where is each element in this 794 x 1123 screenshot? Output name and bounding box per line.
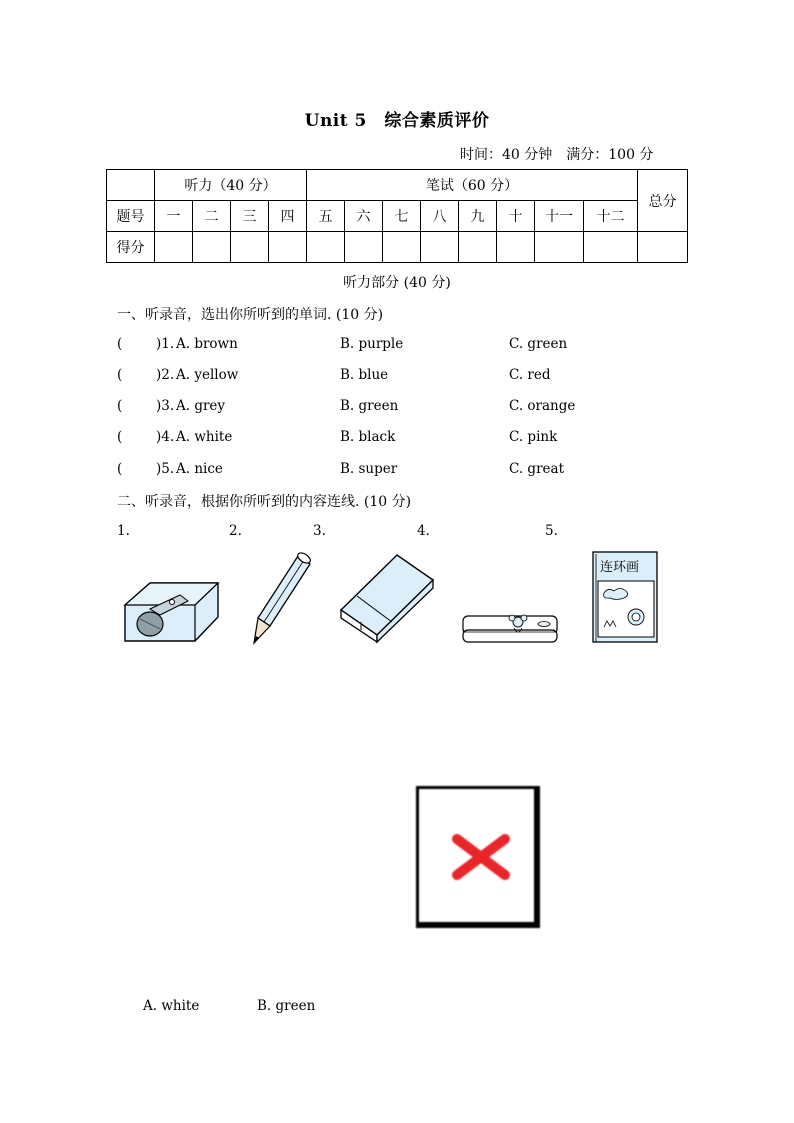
total-header: 总分 [638, 170, 688, 232]
col-number: 二 [193, 201, 231, 232]
question-number: )1. [156, 336, 175, 352]
col-number: 六 [345, 201, 383, 232]
col-number: 七 [383, 201, 421, 232]
pencil-case-image [460, 608, 560, 648]
picture-number-2: 2. [229, 523, 242, 539]
row-label-score: 得分 [107, 232, 155, 263]
time-score-info: 时间：40 分钟 满分：100 分 [460, 147, 654, 163]
comic-book-image [592, 551, 658, 643]
option-c: C. orange [509, 398, 576, 414]
option-b-green: B. green [257, 998, 316, 1014]
col-number: 四 [269, 201, 307, 232]
question-number: )4. [156, 429, 175, 445]
picture-number-3: 3. [313, 523, 326, 539]
option-a: A. grey [176, 398, 226, 414]
option-a: A. brown [176, 336, 238, 352]
option-a: A. yellow [176, 367, 239, 383]
col-number: 五 [307, 201, 345, 232]
col-number: 九 [459, 201, 497, 232]
score-cell[interactable] [383, 232, 421, 263]
answer-paren[interactable]: ( [117, 336, 123, 352]
option-b: B. purple [340, 336, 404, 352]
option-c: C. pink [509, 429, 558, 445]
option-c: C. green [509, 336, 568, 352]
section1-heading: 一、听录音，选出你所听到的单词. (10 分) [117, 307, 384, 323]
row-label-number: 题号 [107, 201, 155, 232]
score-cell[interactable] [231, 232, 269, 263]
broken-image-icon [419, 789, 537, 923]
question-number: )3. [156, 398, 175, 414]
score-cell[interactable] [584, 232, 638, 263]
score-cell[interactable] [421, 232, 459, 263]
option-a: A. nice [176, 461, 223, 477]
score-cell[interactable] [155, 232, 193, 263]
score-table-corner [107, 170, 155, 201]
picture-number-4: 4. [417, 523, 430, 539]
option-b: B. green [340, 398, 399, 414]
score-cell[interactable] [345, 232, 383, 263]
col-number: 十 [497, 201, 535, 232]
option-c: C. great [509, 461, 564, 477]
score-cell[interactable] [497, 232, 535, 263]
col-number: 三 [231, 201, 269, 232]
answer-paren[interactable]: ( [117, 461, 123, 477]
picture-number-5: 5. [545, 523, 558, 539]
section2-heading: 二、听录音，根据你所听到的内容连线. (10 分) [117, 494, 412, 510]
col-number: 一 [155, 201, 193, 232]
score-table [106, 169, 688, 263]
option-c: C. red [509, 367, 551, 383]
pencil-image [250, 548, 315, 646]
option-b: B. black [340, 429, 396, 445]
score-cell[interactable] [193, 232, 231, 263]
comic-book-label: 连环画 [600, 560, 640, 575]
score-cell[interactable] [459, 232, 497, 263]
page-title: Unit 5 综合素质评价 [304, 111, 490, 131]
answer-paren[interactable]: ( [117, 367, 123, 383]
eraser-image [337, 550, 437, 645]
listening-header: 听力（40 分） [155, 170, 307, 201]
answer-paren[interactable]: ( [117, 398, 123, 414]
option-b: B. super [340, 461, 398, 477]
answer-paren[interactable]: ( [117, 429, 123, 445]
pencil-sharpener-image [120, 575, 220, 645]
col-number: 十一 [535, 201, 584, 232]
score-cell[interactable] [269, 232, 307, 263]
listening-part-label: 听力部分 (40 分) [343, 275, 451, 291]
score-cell[interactable] [638, 232, 688, 263]
picture-number-1: 1. [117, 523, 130, 539]
question-number: )2. [156, 367, 175, 383]
option-b: B. blue [340, 367, 389, 383]
col-number: 八 [421, 201, 459, 232]
option-a-white: A. white [143, 998, 200, 1014]
writing-header: 笔试（60 分） [307, 170, 638, 201]
col-number: 十二 [584, 201, 638, 232]
score-cell[interactable] [307, 232, 345, 263]
broken-image-placeholder [416, 786, 540, 928]
score-cell[interactable] [535, 232, 584, 263]
option-a: A. white [176, 429, 233, 445]
question-number: )5. [156, 461, 175, 477]
